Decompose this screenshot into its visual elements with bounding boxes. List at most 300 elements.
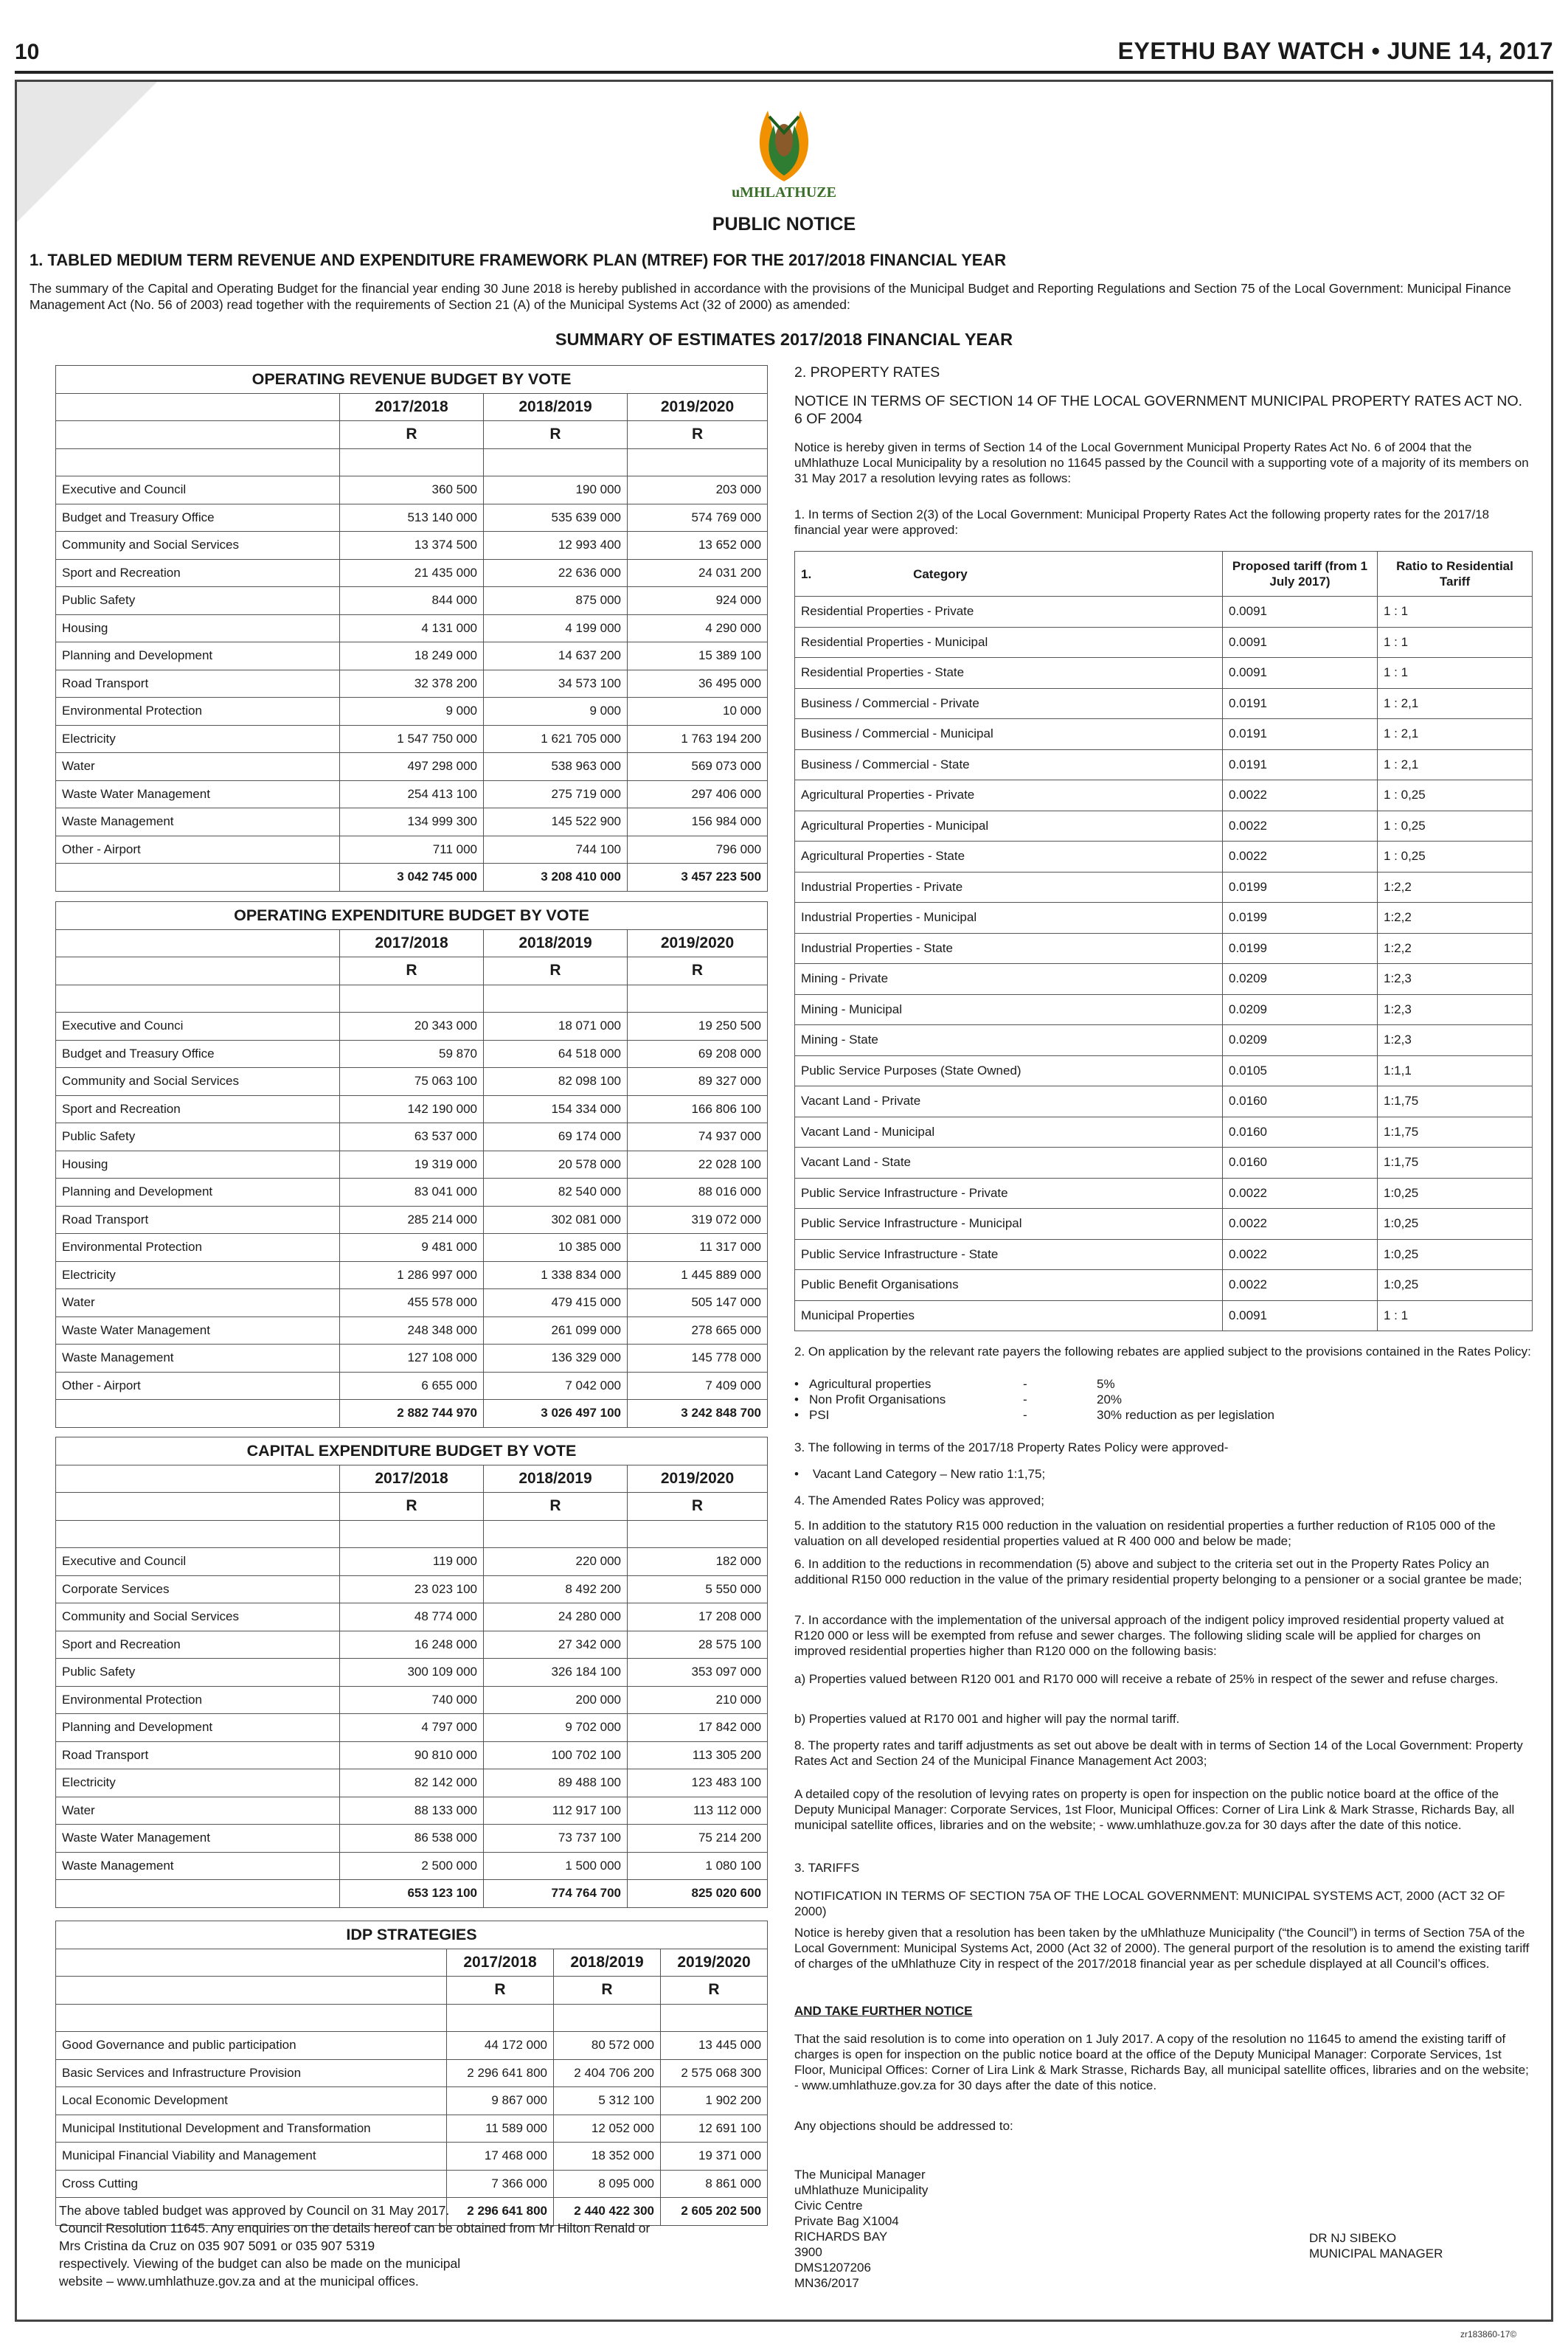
vote-name: Water — [56, 753, 340, 781]
rebate-name: PSI — [809, 1408, 830, 1422]
amount-cell: 744 100 — [484, 836, 628, 864]
table-row — [56, 1741, 768, 1769]
rate-ratio: 1:0,25 — [1378, 1209, 1533, 1240]
total-amount: 2 296 641 800 — [447, 2198, 554, 2226]
vote-name: Water — [56, 1289, 340, 1317]
currency-header: R — [447, 1977, 554, 2005]
table-row — [56, 670, 768, 698]
amount-cell: 353 097 000 — [628, 1659, 768, 1687]
amount-cell: 9 702 000 — [484, 1714, 628, 1742]
rate-tariff: 0.0191 — [1223, 688, 1378, 719]
amount-cell: 1 445 889 000 — [628, 1261, 768, 1289]
rates-row — [795, 872, 1533, 903]
vote-name: Sport and Recreation — [56, 559, 340, 587]
vote-name: Cross Cutting — [56, 2170, 447, 2198]
rate-category: Industrial Properties - Municipal — [795, 903, 1223, 934]
currency-header: R — [340, 421, 484, 449]
idp-strategies-table — [55, 1921, 768, 2226]
vote-name: Waste Water Management — [56, 1825, 340, 1853]
empty-cell — [56, 1400, 340, 1428]
table-title-row — [56, 1437, 768, 1465]
year-header-row — [56, 393, 768, 421]
rates-row — [795, 1148, 1533, 1179]
vote-name: Environmental Protection — [56, 1686, 340, 1714]
amount-cell: 15 389 100 — [628, 642, 768, 670]
amount-cell: 13 652 000 — [628, 532, 768, 560]
rates-row — [795, 1239, 1533, 1270]
empty-cell — [554, 2004, 661, 2032]
rebate-value: 5% — [1097, 1377, 1115, 1391]
rate-ratio: 1:2,3 — [1378, 964, 1533, 995]
amount-cell: 145 522 900 — [484, 808, 628, 836]
total-amount: 3 242 848 700 — [628, 1400, 768, 1428]
table-row — [56, 2115, 768, 2143]
empty-cell — [56, 1880, 340, 1908]
rebate-dash: - — [1023, 1408, 1027, 1422]
amount-cell: 83 041 000 — [340, 1179, 484, 1207]
ratio-header: Ratio to Residential Tariff — [1378, 552, 1533, 597]
amount-cell: 844 000 — [340, 587, 484, 615]
amount-cell: 285 214 000 — [340, 1206, 484, 1234]
inspection-notice: A detailed copy of the resolution of levying rates on property is open for inspection on the public notice board at the office of the Deputy Municipal Manager: Corporate Services, 1st Floor, Municipal Offices: Corner of Lira Link & Mark Strasse, Richards Bay, all municipal satellite offices, libraries and on the website; - www.umhlathuze.gov.za for 30 days after the date of this notice. — [794, 1787, 1515, 1832]
operating-revenue-table — [55, 365, 768, 892]
amount-cell: 4 199 000 — [484, 614, 628, 642]
category-header — [795, 552, 1223, 597]
rate-category: Residential Properties - Private — [795, 597, 1223, 628]
amount-cell: 123 483 100 — [628, 1769, 768, 1797]
rates-header-number: 1. — [801, 566, 812, 581]
amount-cell: 796 000 — [628, 836, 768, 864]
decorative-corner — [17, 82, 157, 222]
currency-header: R — [628, 957, 768, 985]
rates-row — [795, 903, 1533, 934]
year-header: 2019/2020 — [628, 929, 768, 957]
amount-cell: 145 778 000 — [628, 1345, 768, 1373]
amount-cell: 113 305 200 — [628, 1741, 768, 1769]
amount-cell: 6 655 000 — [340, 1372, 484, 1400]
rates-row — [795, 1117, 1533, 1148]
table-row — [56, 1179, 768, 1207]
table-row — [56, 1631, 768, 1659]
amount-cell: 248 348 000 — [340, 1317, 484, 1345]
address-line: RICHARDS BAY — [794, 2230, 888, 2244]
amount-cell: 82 540 000 — [484, 1179, 628, 1207]
vote-name: Local Economic Development — [56, 2087, 447, 2115]
currency-header: R — [554, 1977, 661, 2005]
vote-name: Electricity — [56, 725, 340, 753]
total-amount: 2 605 202 500 — [661, 2198, 768, 2226]
vote-name: Public Safety — [56, 1123, 340, 1151]
address-line: DMS1207206 — [794, 2261, 871, 2275]
vote-name: Electricity — [56, 1261, 340, 1289]
amount-cell: 319 072 000 — [628, 1206, 768, 1234]
amount-cell: 75 063 100 — [340, 1068, 484, 1096]
amount-cell: 479 415 000 — [484, 1289, 628, 1317]
rate-ratio: 1 : 0,25 — [1378, 780, 1533, 811]
rate-category: Public Benefit Organisations — [795, 1270, 1223, 1301]
empty-header-cell — [56, 1465, 340, 1493]
amount-cell: 261 099 000 — [484, 1317, 628, 1345]
vote-name: Executive and Council — [56, 476, 340, 504]
spacer-row — [56, 448, 768, 476]
year-header: 2018/2019 — [484, 1465, 628, 1493]
property-rates-table — [794, 551, 1533, 1331]
rate-ratio: 1:1,1 — [1378, 1055, 1533, 1086]
amount-cell: 127 108 000 — [340, 1345, 484, 1373]
amount-cell: 278 665 000 — [628, 1317, 768, 1345]
rate-tariff: 0.0091 — [1223, 627, 1378, 658]
vote-name: Community and Social Services — [56, 1603, 340, 1631]
rate-tariff: 0.0105 — [1223, 1055, 1378, 1086]
amount-cell: 12 052 000 — [554, 2115, 661, 2143]
vote-name: Waste Water Management — [56, 780, 340, 808]
table-row — [56, 1068, 768, 1096]
rates-row — [795, 811, 1533, 842]
year-header: 2018/2019 — [484, 393, 628, 421]
currency-header-row — [56, 1493, 768, 1521]
total-amount: 2 440 422 300 — [554, 2198, 661, 2226]
rate-ratio: 1 : 1 — [1378, 658, 1533, 689]
vote-name: Planning and Development — [56, 642, 340, 670]
amount-cell: 4 131 000 — [340, 614, 484, 642]
rates-row — [795, 964, 1533, 995]
totals-row — [56, 1880, 768, 1908]
rate-category: Public Service Purposes (State Owned) — [795, 1055, 1223, 1086]
empty-cell — [661, 2004, 768, 2032]
currency-header-row — [56, 421, 768, 449]
currency-header: R — [340, 957, 484, 985]
amount-cell: 2 500 000 — [340, 1852, 484, 1880]
amount-cell: 86 538 000 — [340, 1825, 484, 1853]
currency-header: R — [661, 1977, 768, 2005]
table-row — [56, 642, 768, 670]
rates-policy-para-4: 4. The Amended Rates Policy was approved; — [794, 1494, 1044, 1508]
footnote-line: respectively. Viewing of the budget can also be made on the municipal — [59, 2256, 461, 2271]
table-row — [56, 1769, 768, 1797]
year-header: 2017/2018 — [447, 1949, 554, 1977]
operating-expenditure-table — [55, 901, 768, 1428]
publication-dateline: EYETHU BAY WATCH • JUNE 14, 2017 — [1117, 38, 1553, 64]
spacer-row — [56, 2004, 768, 2032]
table-row — [56, 1575, 768, 1603]
rate-category: Industrial Properties - Private — [795, 872, 1223, 903]
amount-cell: 34 573 100 — [484, 670, 628, 698]
vote-name: Sport and Recreation — [56, 1095, 340, 1123]
table-title: CAPITAL EXPENDITURE BUDGET BY VOTE — [56, 1437, 768, 1465]
empty-cell — [56, 2004, 447, 2032]
rate-category: Mining - Municipal — [795, 994, 1223, 1025]
vote-name: Corporate Services — [56, 1575, 340, 1603]
address-line: uMhlathuze Municipality — [794, 2183, 929, 2197]
amount-cell: 27 342 000 — [484, 1631, 628, 1659]
amount-cell: 538 963 000 — [484, 753, 628, 781]
amount-cell: 13 374 500 — [340, 532, 484, 560]
rate-ratio: 1 : 0,25 — [1378, 842, 1533, 873]
rate-tariff: 0.0191 — [1223, 719, 1378, 750]
table-row — [56, 504, 768, 532]
rate-tariff: 0.0209 — [1223, 1025, 1378, 1056]
page-number: 10 — [15, 40, 40, 64]
table-row — [56, 1659, 768, 1687]
amount-cell: 36 495 000 — [628, 670, 768, 698]
amount-cell: 113 112 000 — [628, 1797, 768, 1825]
rates-row — [795, 688, 1533, 719]
rate-category: Industrial Properties - State — [795, 933, 1223, 964]
table-row — [56, 1345, 768, 1373]
amount-cell: 10 385 000 — [484, 1234, 628, 1262]
rate-category: Business / Commercial - Private — [795, 688, 1223, 719]
table-row — [56, 780, 768, 808]
amount-cell: 924 000 — [628, 587, 768, 615]
rate-tariff: 0.0191 — [1223, 749, 1378, 780]
table-row — [56, 1852, 768, 1880]
amount-cell: 17 208 000 — [628, 1603, 768, 1631]
amount-cell: 497 298 000 — [340, 753, 484, 781]
rates-row — [795, 1055, 1533, 1086]
rebate-list — [794, 1376, 1532, 1423]
rates-row — [795, 780, 1533, 811]
umhlathuze-coat-of-arms-icon — [732, 94, 836, 190]
amount-cell: 569 073 000 — [628, 753, 768, 781]
rate-ratio: 1:2,2 — [1378, 903, 1533, 934]
rebate-name: Agricultural properties — [809, 1377, 932, 1391]
amount-cell: 7 409 000 — [628, 1372, 768, 1400]
amount-cell: 1 338 834 000 — [484, 1261, 628, 1289]
table-row — [56, 1095, 768, 1123]
empty-cell — [56, 985, 340, 1013]
rates-row — [795, 1178, 1533, 1209]
amount-cell: 9 000 — [484, 698, 628, 726]
budget-footnote — [59, 2202, 767, 2290]
vote-name: Public Safety — [56, 587, 340, 615]
amount-cell: 44 172 000 — [447, 2032, 554, 2060]
empty-cell — [340, 448, 484, 476]
signatory-title: MUNICIPAL MANAGER — [1309, 2247, 1443, 2261]
footnote-line: website – www.umhlathuze.gov.za and at the municipal offices. — [59, 2274, 419, 2289]
amount-cell: 297 406 000 — [628, 780, 768, 808]
table-row — [56, 1289, 768, 1317]
currency-header: R — [340, 1493, 484, 1521]
table-title: OPERATING EXPENDITURE BUDGET BY VOTE — [56, 902, 768, 930]
table-row — [56, 1013, 768, 1041]
table-row — [56, 2087, 768, 2115]
amount-cell: 2 296 641 800 — [447, 2059, 554, 2087]
vote-name: Other - Airport — [56, 836, 340, 864]
rate-tariff: 0.0199 — [1223, 903, 1378, 934]
signatory-name: DR NJ SIBEKO — [1309, 2231, 1397, 2245]
amount-cell: 88 016 000 — [628, 1179, 768, 1207]
table-title-row — [56, 366, 768, 394]
currency-header: R — [628, 421, 768, 449]
vote-name: Other - Airport — [56, 1372, 340, 1400]
amount-cell: 23 023 100 — [340, 1575, 484, 1603]
rate-category: Residential Properties - Municipal — [795, 627, 1223, 658]
tariffs-notification: NOTIFICATION IN TERMS OF SECTION 75A OF THE LOCAL GOVERNMENT: MUNICIPAL SYSTEMS ACT, 2000 (ACT 32 OF 2000) — [794, 1889, 1505, 1918]
rates-policy-para-7: 7. In accordance with the implementation of the universal approach of the indigent policy improved residential property valued at R120 000 or less will be exempted from refuse and sewer charges. The following sliding scale will be applied for charges on improved residential properties higher than R120 000 on the following basis: — [794, 1613, 1505, 1658]
amount-cell: 513 140 000 — [340, 504, 484, 532]
rates-policy-para-7b: b) Properties valued at R170 001 and higher will pay the normal tariff. — [794, 1712, 1180, 1726]
tariff-header: Proposed tariff (from 1 July 2017) — [1223, 552, 1378, 597]
rate-tariff: 0.0091 — [1223, 658, 1378, 689]
rate-ratio: 1:1,75 — [1378, 1148, 1533, 1179]
amount-cell: 12 691 100 — [661, 2115, 768, 2143]
vote-name: Sport and Recreation — [56, 1631, 340, 1659]
empty-header-cell — [56, 1977, 447, 2005]
amount-cell: 5 550 000 — [628, 1575, 768, 1603]
address-line: Civic Centre — [794, 2199, 863, 2213]
currency-header: R — [484, 1493, 628, 1521]
vote-name: Budget and Treasury Office — [56, 504, 340, 532]
rate-tariff: 0.0091 — [1223, 1300, 1378, 1331]
amount-cell: 73 737 100 — [484, 1825, 628, 1853]
table-row — [56, 587, 768, 615]
empty-cell — [56, 864, 340, 892]
rates-policy-para-3: 3. The following in terms of the 2017/18 Property Rates Policy were approved- — [794, 1440, 1229, 1454]
table-row — [56, 532, 768, 560]
empty-header-cell — [56, 1493, 340, 1521]
total-amount: 3 026 497 100 — [484, 1400, 628, 1428]
total-amount: 2 882 744 970 — [340, 1400, 484, 1428]
table-row — [56, 1261, 768, 1289]
rates-row — [795, 1086, 1533, 1117]
table-title-row — [56, 1921, 768, 1949]
spacer-row — [56, 1520, 768, 1548]
tariffs-para-2: That the said resolution is to come into operation on 1 July 2017. A copy of the resolution no 11645 to amend the existing tariff of charges is open for inspection on the public notice board at the office of the Deputy Municipal Manager: Corporate Services, 1st Floor, Municipal Offices: Corner of Lira Link & Mark Strasse, Richards Bay, all municipal satellite offices, libraries and on the website; - www.umhlathuze.gov.za for 30 days after the date of this notice. — [794, 2032, 1529, 2092]
rebate-bullet: • — [794, 1392, 799, 1406]
year-header: 2017/2018 — [340, 1465, 484, 1493]
tariffs-heading: 3. TARIFFS — [794, 1861, 860, 1875]
vote-name: Road Transport — [56, 1206, 340, 1234]
amount-cell: 17 468 000 — [447, 2143, 554, 2171]
empty-cell — [56, 448, 340, 476]
vote-name: Waste Water Management — [56, 1317, 340, 1345]
amount-cell: 82 098 100 — [484, 1068, 628, 1096]
rate-category: Vacant Land - Municipal — [795, 1117, 1223, 1148]
vote-name: Housing — [56, 1151, 340, 1179]
vote-name: Community and Social Services — [56, 532, 340, 560]
rate-category: Mining - State — [795, 1025, 1223, 1056]
amount-cell: 326 184 100 — [484, 1659, 628, 1687]
vote-name: Good Governance and public participation — [56, 2032, 447, 2060]
rate-ratio: 1:2,3 — [1378, 994, 1533, 1025]
table-row — [56, 2032, 768, 2060]
address-block — [794, 2167, 1532, 2291]
rate-tariff: 0.0022 — [1223, 1209, 1378, 1240]
year-header-row — [56, 929, 768, 957]
amount-cell: 7 042 000 — [484, 1372, 628, 1400]
rebate-item — [794, 1407, 1532, 1423]
rates-row — [795, 1270, 1533, 1301]
vote-name: Environmental Protection — [56, 698, 340, 726]
amount-cell: 63 537 000 — [340, 1123, 484, 1151]
rate-tariff: 0.0022 — [1223, 1178, 1378, 1209]
table-row — [56, 836, 768, 864]
empty-header-cell — [56, 421, 340, 449]
amount-cell: 11 589 000 — [447, 2115, 554, 2143]
amount-cell: 574 769 000 — [628, 504, 768, 532]
rate-tariff: 0.0209 — [1223, 964, 1378, 995]
vote-name: Municipal Institutional Development and Transformation — [56, 2115, 447, 2143]
amount-cell: 210 000 — [628, 1686, 768, 1714]
amount-cell: 1 286 997 000 — [340, 1261, 484, 1289]
table-row — [56, 1686, 768, 1714]
table-row — [56, 753, 768, 781]
amount-cell: 69 208 000 — [628, 1040, 768, 1068]
amount-cell: 711 000 — [340, 836, 484, 864]
amount-cell: 8 861 000 — [661, 2170, 768, 2198]
empty-cell — [484, 1520, 628, 1548]
rate-category: Agricultural Properties - Municipal — [795, 811, 1223, 842]
table-row — [56, 1603, 768, 1631]
rate-category: Agricultural Properties - Private — [795, 780, 1223, 811]
address-line: Private Bag X1004 — [794, 2214, 899, 2228]
address-line: 3900 — [794, 2245, 822, 2259]
table-row — [56, 559, 768, 587]
notice-title: PUBLIC NOTICE — [712, 214, 856, 235]
rate-category: Public Service Infrastructure - Private — [795, 1178, 1223, 1209]
vote-name: Executive and Counci — [56, 1013, 340, 1041]
further-notice-heading: AND TAKE FURTHER NOTICE — [794, 2004, 973, 2018]
amount-cell: 22 028 100 — [628, 1151, 768, 1179]
amount-cell: 10 000 — [628, 698, 768, 726]
objections-line: Any objections should be addressed to: — [794, 2119, 1013, 2133]
amount-cell: 19 371 000 — [661, 2143, 768, 2171]
amount-cell: 300 109 000 — [340, 1659, 484, 1687]
spacer-row — [56, 985, 768, 1013]
amount-cell: 200 000 — [484, 1686, 628, 1714]
rate-category: Vacant Land - Private — [795, 1086, 1223, 1117]
amount-cell: 89 488 100 — [484, 1769, 628, 1797]
amount-cell: 18 352 000 — [554, 2143, 661, 2171]
year-header: 2019/2020 — [628, 1465, 768, 1493]
address-line: The Municipal Manager — [794, 2168, 926, 2182]
amount-cell: 2 404 706 200 — [554, 2059, 661, 2087]
rate-ratio: 1:2,2 — [1378, 872, 1533, 903]
rate-tariff: 0.0160 — [1223, 1117, 1378, 1148]
currency-header-row — [56, 1977, 768, 2005]
amount-cell: 1 547 750 000 — [340, 725, 484, 753]
vote-name: Waste Management — [56, 1852, 340, 1880]
rates-row — [795, 842, 1533, 873]
amount-cell: 11 317 000 — [628, 1234, 768, 1262]
rate-ratio: 1 : 0,25 — [1378, 811, 1533, 842]
rate-ratio: 1:2,3 — [1378, 1025, 1533, 1056]
amount-cell: 166 806 100 — [628, 1095, 768, 1123]
rates-policy-para-3b: • Vacant Land Category – New ratio 1:1,75; — [794, 1467, 1046, 1481]
table-row — [56, 1123, 768, 1151]
table-row — [56, 1151, 768, 1179]
table-title: IDP STRATEGIES — [56, 1921, 768, 1949]
amount-cell: 275 719 000 — [484, 780, 628, 808]
rebate-name: Non Profit Organisations — [809, 1392, 946, 1406]
amount-cell: 64 518 000 — [484, 1040, 628, 1068]
rate-ratio: 1 : 2,1 — [1378, 749, 1533, 780]
amount-cell: 21 435 000 — [340, 559, 484, 587]
amount-cell: 8 095 000 — [554, 2170, 661, 2198]
vote-name: Planning and Development — [56, 1179, 340, 1207]
empty-header-cell — [56, 957, 340, 985]
rate-tariff: 0.0022 — [1223, 842, 1378, 873]
year-header: 2017/2018 — [340, 929, 484, 957]
amount-cell: 13 445 000 — [661, 2032, 768, 2060]
amount-cell: 4 797 000 — [340, 1714, 484, 1742]
currency-header: R — [628, 1493, 768, 1521]
rate-ratio: 1:0,25 — [1378, 1178, 1533, 1209]
rebate-dash: - — [1023, 1377, 1027, 1391]
amount-cell: 535 639 000 — [484, 504, 628, 532]
amount-cell: 7 366 000 — [447, 2170, 554, 2198]
rebate-bullet: • — [794, 1377, 799, 1391]
